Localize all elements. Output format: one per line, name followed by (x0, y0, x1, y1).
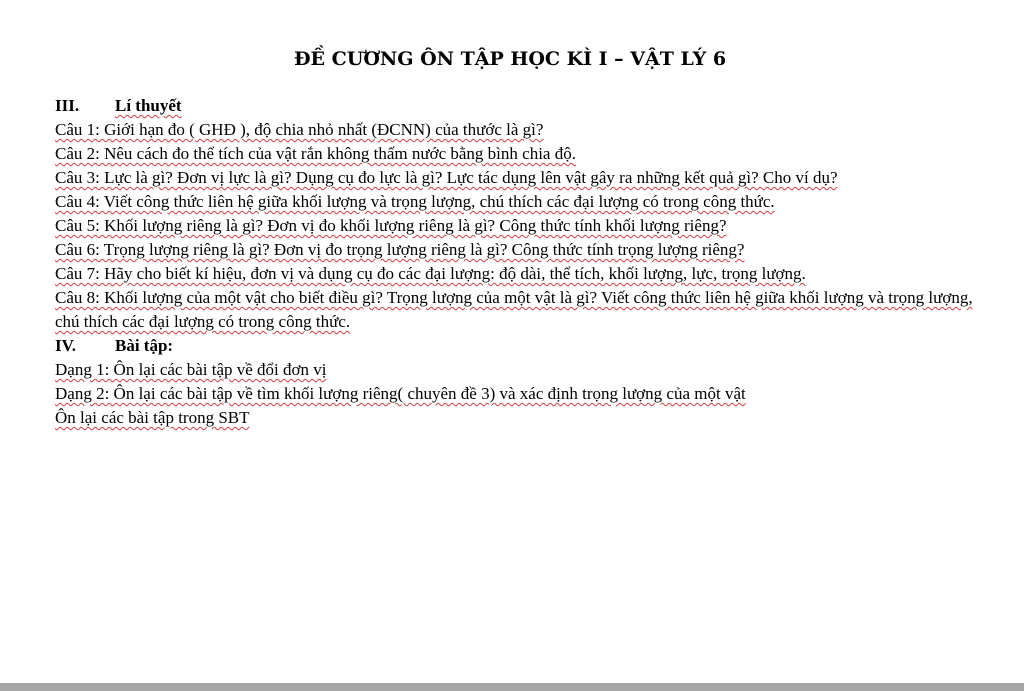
section-theory-heading (55, 94, 975, 118)
question-1: Câu 1: Giới hạn đo ( GHĐ ), độ chia nhỏ nhất (ĐCNN) của thước là gì? (55, 120, 544, 139)
exercise-item-1: Dạng 1: Ôn lại các bài tập về đổi đơn vị (55, 360, 327, 379)
section-exercises-heading (55, 334, 975, 358)
section-number: III. (55, 96, 80, 115)
question-6: Câu 6: Trọng lượng riêng là gì? Đơn vị đo trọng lượng riêng là gì? Công thức tính trọng lượng riêng? (55, 240, 745, 259)
section-label: Bài tập: (115, 336, 174, 355)
section-number: IV. (55, 336, 76, 355)
question-8: Câu 8: Khối lượng của một vật cho biết điều gì? Trọng lượng của một vật là gì? Viết công thức liên hệ giữa khối lượng và trọng lượng, chú thích các đại lượng có trong công thức. (55, 288, 973, 331)
document-title: ĐỀ CƯƠNG ÔN TẬP HỌC KÌ I – VẬT LÝ 6 (293, 48, 727, 70)
question-2: Câu 2: Nêu cách đo thể tích của vật rắn không thấm nước bằng bình chia độ. (55, 144, 576, 163)
document-body (55, 94, 975, 430)
question-7: Câu 7: Hãy cho biết kí hiệu, đơn vị và dụng cụ đo các đại lượng: độ dài, thể tích, khối lượng, lực, trọng lượng. (55, 264, 806, 283)
section-label: Lí thuyết (115, 96, 182, 115)
question-3: Câu 3: Lực là gì? Đơn vị lực là gì? Dụng cụ đo lực là gì? Lực tác dụng lên vật gây ra những kết quả gì? Cho ví dụ? (55, 168, 838, 187)
question-4: Câu 4: Viết công thức liên hệ giữa khối lượng và trọng lượng, chú thích các đại lượng có trong công thức. (55, 192, 775, 211)
exercise-item-3: Ôn lại các bài tập trong SBT (55, 408, 250, 427)
exercise-item-2: Dạng 2: Ôn lại các bài tập về tìm khối lượng riêng( chuyên đề 3) và xác định trọng lượng của một vật (55, 384, 746, 403)
window-bottom-border (0, 683, 1024, 691)
question-5: Câu 5: Khối lượng riêng là gì? Đơn vị đo khối lượng riêng là gì? Công thức tính khối lượng riêng? (55, 216, 727, 235)
